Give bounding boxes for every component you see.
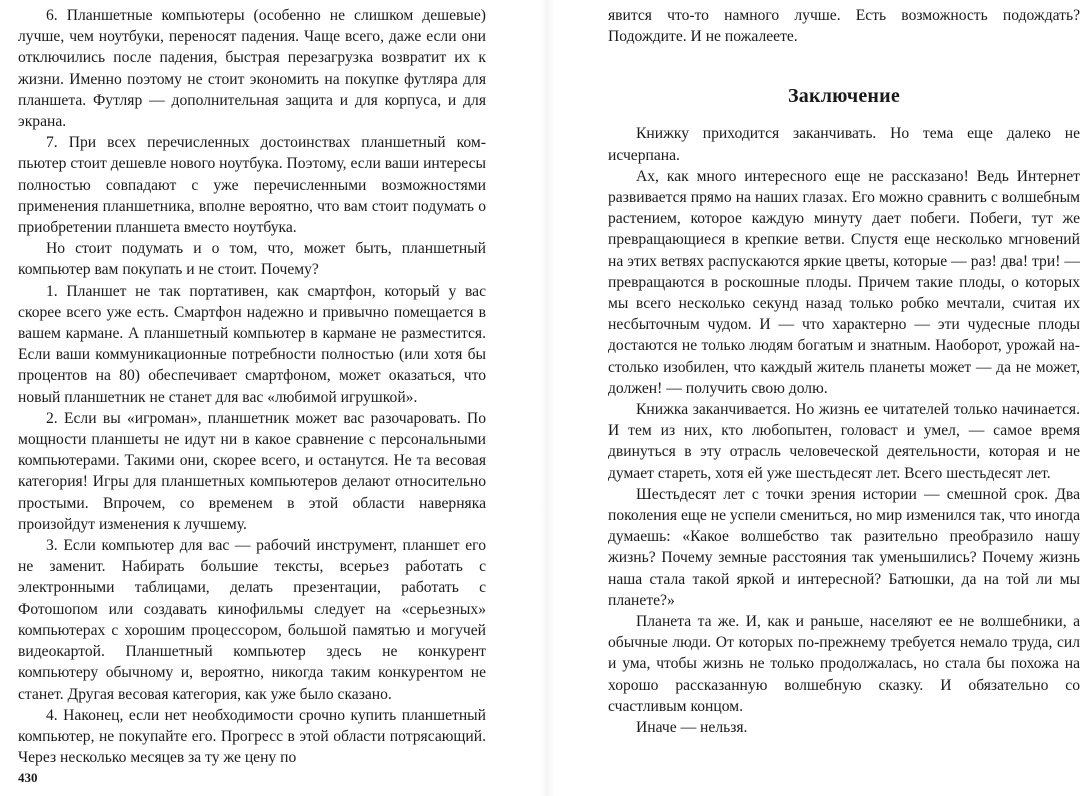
paragraph: 6. Планшетные компьютеры (особенно не слишком дешевые) лучше, чем ноутбуки, переносят падения. Чаще всего, даже если они отключились после падения, быстрая перезагрузка возвратит их к жизни. Именно поэтому не стоит экономить на покупке футляра для планшета. Футляр — дополнительная защита и для корпуса, и для экрана. <box>18 7 486 131</box>
paragraph: 2. Если вы «игроман», планшетник может вас разочаровать. По мощности планшеты не идут ни в какое сравнение с персональными компьютерами. Такими они, скорее всего, и останутся. Не та весовая категория! Игры для планшетных компьютеров делают относительно простыми. Впрочем, со временем в этой области наверняка произойдут изменения к лучшему. <box>18 409 486 533</box>
book-gutter <box>540 0 554 796</box>
page-number: 430 <box>18 770 38 785</box>
paragraph: Шестьдесят лет с точки зрения истории — смешной срок. Два поколения еще не успели смениться, но мир изменился так, что иногда думаешь: «Какое волшебство так разительно преобразило нашу жизнь? Почему земные расстояния так уменьшились? Почему жизнь наша стала такой яркой и интересной? Батюшки, да на той ли мы планете?» <box>608 485 1080 609</box>
left-page <box>18 0 486 796</box>
paragraph: Книжку приходится заканчивать. Но тема еще далеко не исчерпана. <box>608 125 1080 164</box>
right-page <box>608 0 1080 796</box>
paragraph: 7. При всех перечисленных достоинствах планшетный компьютер стоит дешевле нового ноутбука. Поэтому, если ваши интересы полностью совпадают с уже перечисленными возможностями применения планшетника, вполне вероятно, что вам стоит подумать о приобретении планшета вместо ноутбука. <box>18 134 486 237</box>
paragraph: Но стоит подумать и о том, что, может быть, планшетный компьютер вам покупать и не стоит. Почему? <box>18 240 486 279</box>
right-page-continuation <box>608 0 1080 47</box>
paragraph: Иначе — нельзя. <box>636 719 748 737</box>
paragraph: 1. Планшет не так портативен, как смартфон, который у вас скорее всего уже есть. Смартфон надежно и привычно помещается в вашем кармане. А планшетный компьютер в кармане не разместится. Если ваши коммуникационные потребности полностью (или хотя бы процентов на 80) обеспечивает смартфоном, может оказаться, что новый планшетник не станет для вас «любимой игрушкой». <box>18 282 486 406</box>
section-heading: Заключение <box>788 85 900 108</box>
continuation-paragraph: явится что-то намного лучше. Есть возможность подождать? Подождите. И не пожалеете. <box>608 7 1080 46</box>
left-page-text <box>18 0 486 768</box>
right-page-text <box>608 123 1080 738</box>
paragraph: 3. Если компьютер для вас — рабочий инструмент, планшет его не заменит. Набирать большие тексты, всерьез работать с электронными таблицами, делать презентации, работать с Фотошопом или создавать кинофильмы следует на «серьезных» компьютерах с хорошим процессором, большой памятью и могучей видеокартой. Планшетный компьютер здесь не конкурент компьютеру обычному и, вероятно, никогда таким конкурентом не станет. Другая весовая категория, как уже было сказано. <box>18 537 486 703</box>
paragraph: Книжка заканчивается. Но жизнь ее читателей только начинается. И тем из них, кто любопытен, головаст и умел, — самое время двинуться в эту отрасль человеческой деятельности, которая и не думает стареть, хотя ей уже шестьдесят лет. Всего шестьдесят лет. <box>608 401 1080 482</box>
paragraph: 4. Наконец, если нет необходимости срочно купить планшетный компьютер, не покупайте его. Прогресс в этой области потрясающий. Через несколько месяцев за ту же цену по <box>18 706 486 767</box>
paragraph: Ах, как много интересного еще не рассказано! Ведь Интернет развивается прямо на наших глазах. Его можно сравнить с волшебным растением, которое каждую минуту дает побеги. Побеги, тут же превращающиеся в крепкие ветви. Спустя еще несколько мгновений на этих ветвях распускаются яркие цветы, которые — раз! два! три! — превращаются в роскошные плоды. Причем такие плоды, о которых мы всего несколько секунд назад только робко мечтали, считая их несбыточным чудом. И — что характерно — эти чудесные плоды достаются не только людям богатым и знатным. Наоборот, урожай настолько изобилен, что каждый житель планеты может — да не может, должен! — получить свою долю. <box>608 167 1080 397</box>
paragraph: Планета та же. И, как и раньше, населяют ее не волшебники, а обычные люди. От которых по-прежнему требуется немало труда, сил и ума, чтобы жизнь не только продолжалась, но стала бы похожа на хорошо рассказанную волшебную сказку. И обязательно со счастливым концом. <box>608 613 1080 715</box>
